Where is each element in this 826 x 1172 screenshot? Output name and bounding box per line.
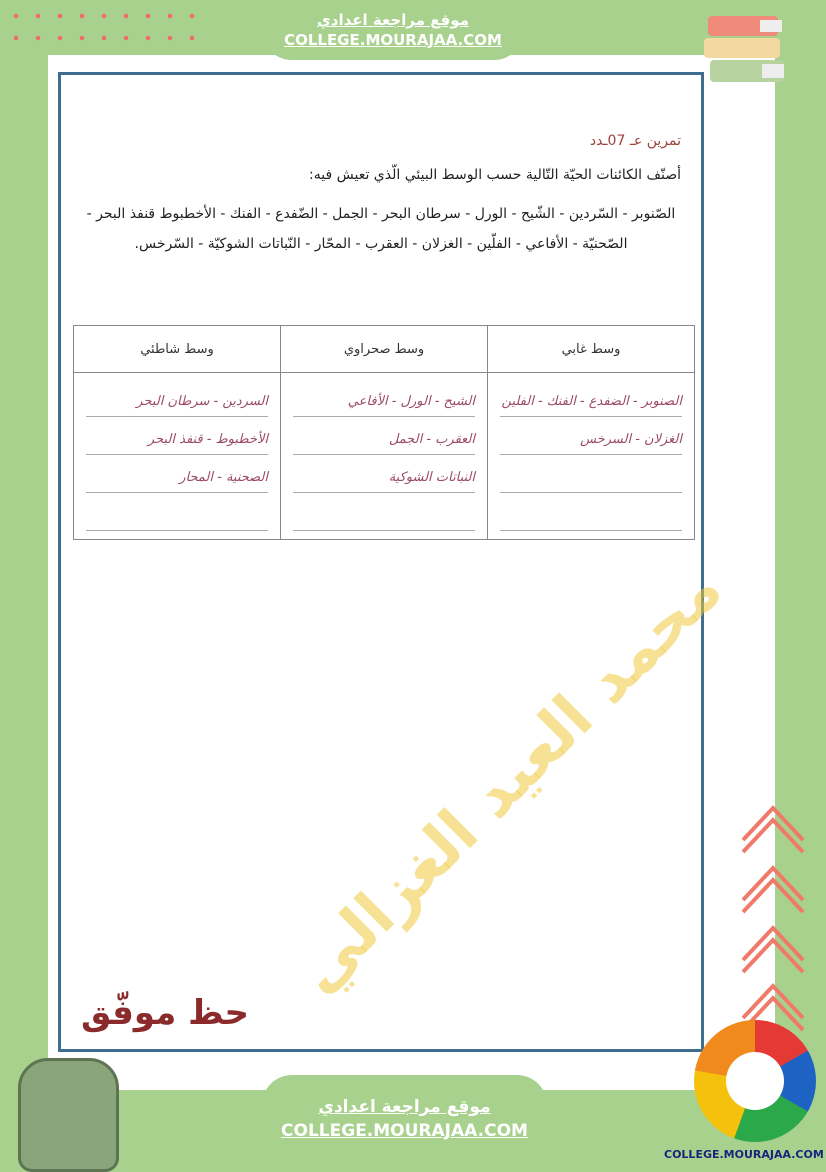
answer-line (500, 455, 682, 493)
decorative-dots (5, 5, 205, 55)
backpack-icon (18, 1058, 119, 1172)
footer-tab[interactable] (262, 1075, 547, 1169)
coastal-answers (74, 373, 281, 540)
header-coastal: وسط شاطئي (74, 326, 281, 373)
answer-line: الصحنية - المحار (86, 455, 268, 493)
logo-text[interactable]: COLLEGE.MOURAJAA.COM (664, 1148, 824, 1161)
footer-site-url[interactable]: COLLEGE.MOURAJAA.COM (281, 1121, 528, 1141)
answer-line: السردين - سرطان البحر (86, 379, 268, 417)
answer-line: الشيح - الورل - الأفاعي (293, 379, 475, 417)
header-site-ar: موقع مراجعة اعدادي (317, 11, 469, 29)
site-logo (694, 1020, 816, 1142)
exercise-instruction: أصنّف الكائنات الحيّة التّالية حسب الوسط البيئي الّذي تعيش فيه: (309, 167, 681, 183)
books-icon (700, 12, 790, 90)
header-tab[interactable] (262, 0, 524, 60)
good-luck-text: حظ موفّق (81, 993, 250, 1033)
answer-line: الصنوبر - الضفدع - الفنك - الفلين (500, 379, 682, 417)
header-desert: وسط صحراوي (281, 326, 488, 373)
exercise-box (58, 72, 736, 1052)
answer-line (500, 493, 682, 531)
answer-line (293, 493, 475, 531)
answer-line: العقرب - الجمل (293, 417, 475, 455)
header-site-url[interactable]: COLLEGE.MOURAJAA.COM (284, 31, 502, 49)
footer-site-ar: موقع مراجعة اعدادي (318, 1097, 491, 1117)
answer-line: الأخطبوط - قنفذ البحر (86, 417, 268, 455)
watermark: محمد العيد الغزالي (281, 552, 736, 1007)
organism-list: الصّنوبر - السّردين - الشّيح - الورل - سرطان البحر - الجمل - الضّفدع - الفنك - الأخطبوط قنفذ البحر - الصّحنيّة - الأفاعي - الفلّين - الغزلان - العقرب - المحّار - النّباتات الشوكيّة - السّرخس. (86, 206, 676, 252)
forest-answers (488, 373, 695, 540)
answer-line (86, 493, 268, 531)
classification-table (73, 325, 695, 540)
desert-answers (281, 373, 488, 540)
answer-line: الغزلان - السرخس (500, 417, 682, 455)
exercise-title: تمرين عـ 07ـدد (589, 133, 681, 149)
header-forest: وسط غابي (488, 326, 695, 373)
answer-line: النباتات الشوكية (293, 455, 475, 493)
